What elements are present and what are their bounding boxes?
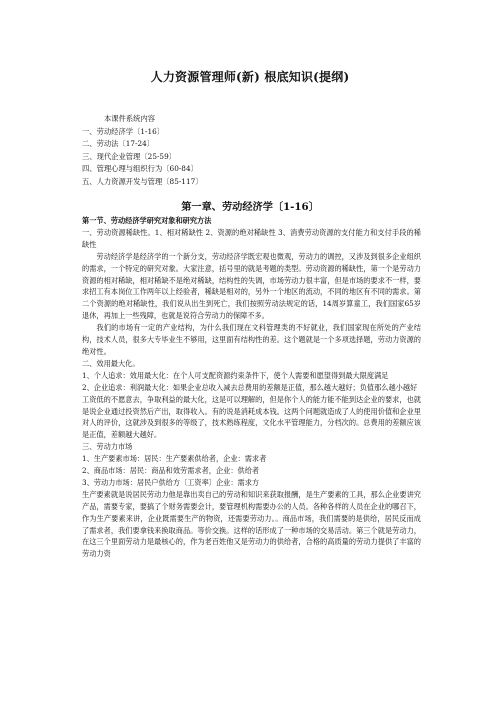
toc-item: 二、劳动法〔17-24〕	[82, 139, 155, 149]
paragraph: 三、劳动力市场	[82, 442, 133, 452]
paragraph: 我们的市场有一定的产业结构，为什么我们现在文科管理类的不好就业，我们国家现在所处的产业结构，技术人员，很多大专毕业生不够用，这里面有结构性的差。这个题就是一个多项选择题，劳动力资源的绝对性。	[82, 323, 421, 356]
paragraph: 2、企业追求：利润最大化：如果企业总收入减去总费用的差额是正值，那么越大越好；负值那么越小越好	[82, 382, 418, 392]
table-of-contents	[82, 113, 203, 189]
paragraph: 二、效用最大化。	[82, 358, 140, 368]
paragraph: 1、个人追求：效用最大化：在个人可支配资源约束条件下，使个人需要和愿望得到最大限度满足	[82, 370, 389, 380]
section-title: 第一节、劳动经济学研究对象和研究方法	[82, 216, 212, 225]
chapter-title: 第一章、劳动经济学〔1-16〕	[181, 201, 319, 213]
toc-item: 四、管理心理与组织行为〔60-84〕	[82, 164, 198, 174]
paragraph: 3、劳动力市场：居民户供给方〔工资率〕企业：需求方	[82, 477, 260, 487]
toc-item: 三、现代企业管理〔25-59〕	[82, 151, 177, 161]
document-title: 人力资源管理师(新) 根底知识(提纲)	[150, 70, 350, 84]
paragraph: 工资低的不愿意去，争取利益的最大化，这是可以理解的，但是你个人的能力能不能到达企业的要求，也就是说企业通过投资然后产出，取得收入。有的说是消耗成本钱。这两个问题就造成了人的使用价值和企业里对人的评价，这就涉及到很多的等级了，技术熟练程度，文化水平管理能力，分档次的。总费用的差额应该是正值，差额越大越好。	[82, 394, 421, 440]
paragraph: 2、商品市场：居民：商品和效劳需求者，企业：供给者	[82, 466, 260, 476]
paragraph: 1、生产要素市场：居民：生产要素供给者，企业：需求者	[82, 454, 267, 464]
paragraph: 生产要素就是说居民劳动力他是靠出卖自己的劳动和知识来获取报酬，是生产要素的工具，那么企业要讲究产品，需要专家，要搞了个财务需要会计，要管理机构需要办公的人员。各种各样的人员在企业的哪召下，作为生产要素来讲，企业既需要生产的物资，还需要劳动力。。商品市场，我们需要的是供给，居民反而成了需求者，我们要拿钱来换取商品。等价交换。这样的话形成了一种市场的交易活动。第三个就是劳动力，在这三个里面劳动力是最核心的，作为老百姓他又是劳动力的供给者，合格的高质量的劳动力提供了丰富的劳动力资	[82, 489, 421, 559]
toc-intro: 本课件系统内容	[104, 114, 156, 123]
paragraph: 劳动经济学是经济学的一个新分支，劳动经济学既宏观也微观，劳动力的调控，又涉及到很多企业组织的需求，一个特定的研究对象。大家注意，括号里的就是考题的类型。劳动资源的稀缺性，第一个是劳动力资源的相对稀缺，相对稀缺不是绝对稀缺，结构性的失调，市场劳动力很丰富，但是市场的要求不一样，要求招工有本岗位工作两年以上经验者，稀缺是相对的，另外一个地区的流动，不同的地区有不同的需求。第二个资源的绝对稀缺性，我们说从出生到死亡，我们按照劳动法规定的话，14周岁算童工，我们国家65岁退休，再加上一些残障，也就是说符合劳动力的保障不多。	[82, 251, 421, 321]
body-text	[82, 215, 421, 560]
paragraph: 一、劳动资源稀缺性。1、相对稀缺性 2、资源的绝对稀缺性 3、消费劳动资源的支付能力和支付手段的稀缺性	[82, 227, 421, 249]
toc-item: 一、劳动经济学〔1-16〕	[82, 126, 165, 136]
toc-item: 五、人力资源开发与管理〔85-117〕	[82, 176, 203, 186]
